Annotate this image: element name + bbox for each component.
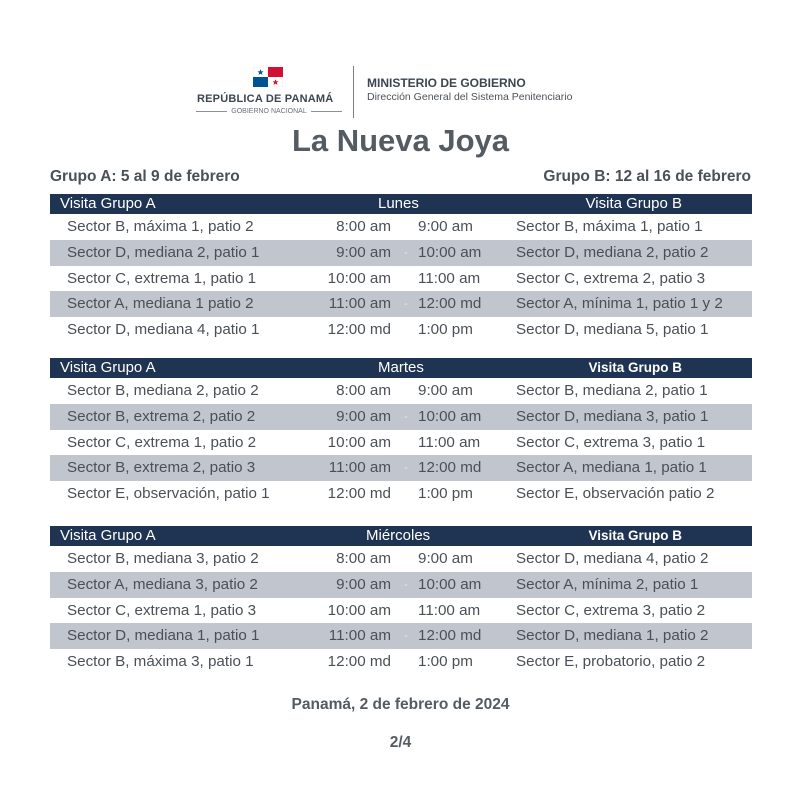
panama-flag-icon [253, 67, 283, 87]
group-a-cell: Sector A, mediana 1 patio 2 [67, 295, 254, 313]
block-header-group-b: Visita Grupo B [588, 528, 682, 543]
schedule-block-martes [50, 358, 752, 507]
table-row [50, 598, 752, 624]
start-time: 11:00 am [328, 627, 391, 645]
block-header [50, 194, 752, 214]
block-header [50, 358, 752, 378]
block-header-day: Miércoles [366, 527, 431, 544]
end-time: 10:00 am [418, 575, 482, 593]
ministry-name: MINISTERIO DE GOBIERNO [367, 76, 526, 90]
end-time: 12:00 md [418, 627, 482, 645]
group-a-cell: Sector E, observación, patio 1 [67, 485, 270, 503]
block-header-group-b: Visita Grupo B [585, 195, 682, 212]
group-a-cell: Sector C, extrema 1, patio 3 [67, 601, 257, 619]
group-a-cell: Sector C, extrema 1, patio 1 [67, 269, 257, 287]
end-time: 9:00 am [418, 550, 473, 567]
group-a-cell: Sector B, extrema 2, patio 2 [67, 407, 256, 425]
group-a-cell: Sector B, mediana 2, patio 2 [67, 382, 259, 399]
page-title: La Nueva Joya [291, 123, 510, 158]
start-time: 8:00 am [336, 218, 391, 235]
page-number: 2/4 [389, 734, 412, 751]
group-b-cell: Sector D, mediana 4, patio 2 [516, 550, 709, 567]
government-label [196, 108, 342, 115]
end-time: 10:00 am [418, 407, 482, 425]
group-b-cell: Sector E, observación patio 2 [516, 485, 715, 503]
time-separator: - [404, 298, 408, 311]
group-b-cell: Sector D, mediana 1, patio 2 [516, 627, 709, 645]
group-a-cell: Sector C, extrema 1, patio 2 [67, 433, 257, 451]
start-time: 8:00 am [336, 550, 391, 567]
group-b-cell: Sector D, mediana 3, patio 1 [516, 407, 709, 425]
republic-name: REPÚBLICA DE PANAMÁ [197, 93, 334, 105]
group-b-cell: Sector A, mínima 2, patio 1 [516, 575, 699, 593]
time-separator: - [404, 410, 408, 423]
block-header-group-a: Visita Grupo A [60, 359, 156, 376]
table-row [50, 430, 752, 456]
table-row [50, 317, 752, 343]
group-b-cell: Sector C, extrema 3, patio 2 [516, 601, 706, 619]
table-row [50, 291, 752, 317]
table-row [50, 546, 752, 572]
start-time: 9:00 am [336, 243, 391, 261]
end-time: 11:00 am [418, 269, 481, 287]
group-b-cell: Sector B, máxima 1, patio 1 [516, 218, 703, 235]
group-a-cell: Sector D, mediana 4, patio 1 [67, 321, 260, 339]
group-a-cell: Sector D, mediana 2, patio 1 [67, 243, 260, 261]
time-separator: - [404, 246, 408, 259]
end-time: 12:00 md [418, 459, 482, 477]
block-header-group-a: Visita Grupo A [60, 195, 156, 212]
schedule-block-miercoles [50, 526, 752, 675]
end-time: 11:00 am [418, 601, 481, 619]
start-time: 10:00 am [327, 601, 391, 619]
group-b-cell: Sector B, mediana 2, patio 1 [516, 382, 708, 399]
group-b-cell: Sector A, mediana 1, patio 1 [516, 459, 707, 477]
table-row [50, 455, 752, 481]
group-b-cell: Sector D, mediana 5, patio 1 [516, 321, 709, 339]
time-separator: - [404, 578, 408, 591]
group-a-dates: Grupo A: 5 al 9 de febrero [50, 168, 240, 185]
end-time: 12:00 md [418, 295, 482, 313]
issue-date: Panamá, 2 de febrero de 2024 [291, 696, 510, 713]
start-time: 10:00 am [327, 269, 391, 287]
letterhead [0, 62, 801, 122]
government-text: GOBIERNO NACIONAL [231, 108, 307, 115]
table-row [50, 240, 752, 266]
block-header [50, 526, 752, 546]
group-a-cell: Sector A, mediana 3, patio 2 [67, 575, 258, 593]
start-time: 12:00 md [327, 653, 391, 671]
group-b-cell: Sector A, mínima 1, patio 1 y 2 [516, 295, 723, 313]
table-row [50, 649, 752, 675]
group-a-cell: Sector B, extrema 2, patio 3 [67, 459, 256, 477]
table-row [50, 572, 752, 598]
table-row [50, 378, 752, 404]
time-separator: - [404, 462, 408, 475]
block-header-group-a: Visita Grupo A [60, 527, 156, 544]
group-a-cell: Sector D, mediana 1, patio 1 [67, 627, 260, 645]
start-time: 12:00 md [327, 485, 391, 503]
header-divider [353, 66, 354, 118]
block-header-day: Martes [378, 359, 424, 376]
end-time: 1:00 pm [418, 653, 473, 671]
block-header-group-b: Visita Grupo B [588, 360, 682, 375]
start-time: 11:00 am [328, 459, 391, 477]
table-row [50, 214, 752, 240]
end-time: 1:00 pm [418, 485, 473, 503]
end-time: 11:00 am [418, 433, 481, 451]
schedule-block-lunes [50, 194, 752, 343]
end-time: 9:00 am [418, 218, 473, 235]
time-separator: - [404, 630, 408, 643]
table-row [50, 404, 752, 430]
table-row [50, 481, 752, 507]
table-row [50, 266, 752, 292]
end-time: 9:00 am [418, 382, 473, 399]
start-time: 12:00 md [327, 321, 391, 339]
group-b-cell: Sector C, extrema 2, patio 3 [516, 269, 706, 287]
table-row [50, 623, 752, 649]
group-b-cell: Sector E, probatorio, patio 2 [516, 653, 706, 671]
directorate-name: Dirección General del Sistema Penitenciario [367, 91, 573, 103]
group-a-cell: Sector B, máxima 1, patio 2 [67, 218, 254, 235]
group-b-cell: Sector C, extrema 3, patio 1 [516, 433, 706, 451]
start-time: 10:00 am [327, 433, 391, 451]
end-time: 1:00 pm [418, 321, 473, 339]
start-time: 8:00 am [336, 382, 391, 399]
group-a-cell: Sector B, mediana 3, patio 2 [67, 550, 259, 567]
group-a-cell: Sector B, máxima 3, patio 1 [67, 653, 254, 671]
start-time: 11:00 am [328, 295, 391, 313]
block-header-day: Lunes [378, 195, 419, 212]
end-time: 10:00 am [418, 243, 482, 261]
group-b-dates: Grupo B: 12 al 16 de febrero [543, 168, 751, 185]
start-time: 9:00 am [336, 575, 391, 593]
group-b-cell: Sector D, mediana 2, patio 2 [516, 243, 709, 261]
start-time: 9:00 am [336, 407, 391, 425]
